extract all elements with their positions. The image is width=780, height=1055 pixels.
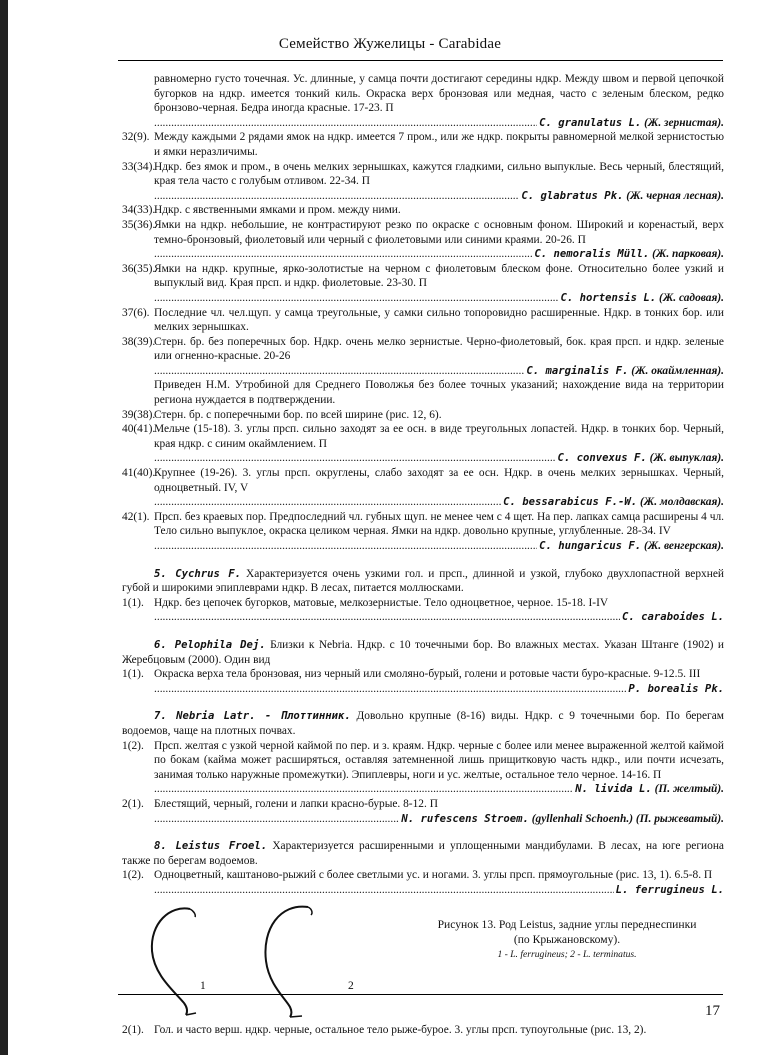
species-line <box>154 495 724 510</box>
figure-label-1: 1 <box>200 980 206 993</box>
entry-text: Ямки на ндкр. крупные, ярко-золотистые на черном с фиолетовым блеском фоне. Относительно более узкий и выпуклый вид. Края прсп. и ндкр. фиолетовые. 23-30. П <box>154 262 724 290</box>
leader-dots <box>154 610 620 625</box>
leader-dots <box>154 116 537 131</box>
key-entry <box>122 262 724 306</box>
genus-cychrus-heading <box>122 567 724 596</box>
entry-text: Ямки на ндкр. небольшие, не контрастируют резко по окраске с основным фоном. Широкий и коренастый, верх темно-бронзовый, фиолетовый или черный с фиолетовыми или синими краями. 20-26. П <box>154 218 724 246</box>
common-name: (Ж. окаймленная). <box>631 364 724 377</box>
entry-text: Ндкр. без цепочек бугорков, матовые, мелкозернистые. Тело одноцветное, черное. 15-18. I-IV <box>154 596 609 609</box>
species-name: C. hortensis L. <box>560 291 657 304</box>
couplet-number: 34(33). <box>122 204 156 217</box>
species-line <box>154 247 724 262</box>
pronotum-angle-drawing-2 <box>265 907 308 1017</box>
species-name: N. rufescens Stroem. <box>401 812 529 825</box>
pronotum-angle-drawing-1 <box>152 909 190 1016</box>
species-name: C. glabratus Pk. <box>521 189 624 202</box>
key-entry <box>122 667 724 696</box>
figure-label-2: 2 <box>348 980 354 993</box>
species-line <box>154 610 724 625</box>
header-rule <box>118 60 723 61</box>
key-entries-carabus <box>122 130 724 553</box>
entry-text: Одноцветный, каштаново-рыжий с более светлыми ус. и ногами. 3. углы прсп. прямоугольные (рис. 13, 1). 6.5-8. П <box>154 869 713 882</box>
key-entry <box>122 408 724 423</box>
entry-text: Ндкр. без ямок и пром., в очень мелких зернышках, кажутся гладкими, сильно выпуклые. Весь черный, блестящий, края тела часто с голубым отливом. 22-34. П <box>154 160 724 188</box>
species-name: C. marginalis F. <box>526 364 629 377</box>
species-name: N. livida L. <box>575 783 652 796</box>
species-line <box>154 682 724 697</box>
key-entry <box>122 306 724 335</box>
species-line <box>154 116 724 131</box>
couplet-number: 2(1). <box>122 797 144 810</box>
caption-legend: 1 - L. ferrugineus; 2 - L. terminatus. <box>497 949 637 961</box>
key-entry <box>122 797 724 826</box>
species-line <box>154 782 724 797</box>
species-line <box>154 291 724 306</box>
species-name: P. borealis Pk. <box>628 682 724 695</box>
figure-caption <box>412 917 722 962</box>
entry-text: Прсп. без краевых пор. Предпоследний чл. губных щуп. не менее чем с 4 щет. На пер. лапках самца расширены 4 чл. Тело сильно выпуклое, окраска целиком черная. Ямки на ндкр. довольно крупные, углубленные. 28-34. IV <box>154 510 724 538</box>
key-entry <box>122 203 724 218</box>
couplet-number: 38(39). <box>122 335 156 348</box>
caption-source: (по Крыжановскому). <box>513 933 621 947</box>
genus-nebria-heading <box>122 709 724 738</box>
genus-description: Близки к Nebria. Ндкр. с 10 точечными бор. Во влажных местах. Указан Штанге (1902) и Жеребцовым (2000). Один вид <box>122 638 724 666</box>
species-name: C. caraboides L. <box>621 611 724 624</box>
leader-dots <box>154 189 519 204</box>
genus-leistus-heading <box>122 839 724 868</box>
couplet-number: 1(1). <box>122 668 144 681</box>
running-header: Семейство Жужелицы - Carabidae <box>278 36 502 52</box>
genus-name: 6. Pelophila Dej. <box>154 638 266 651</box>
leader-dots <box>154 539 537 554</box>
entry-text: Прсп. желтая с узкой черной каймой по пер. и з. краям. Ндкр. черные с более или менее выраженной желтой каймой по бокам (кайма может расширяться, оставляя затемненной лишь прищитковую часть ндкр., или почти исчезать, занимая только наружные промежутки). Эпиплевры, ноги и ус. желтые, остальное тело черное. 14-16. П <box>154 739 724 781</box>
page-number: 17 <box>705 1003 720 1019</box>
species-name: C. convexus F. <box>557 452 647 465</box>
species-line <box>154 812 724 827</box>
species-name: C. bessarabicus F.-W. <box>503 496 638 509</box>
entry-text: Ндкр. с явственными ямками и пром. между ними. <box>154 204 401 217</box>
species-line <box>154 883 724 898</box>
genus-description: Довольно крупные (8-16) виды. Ндкр. с 9 точечными бор. По берегам водоемов, чаще на плотных почвах. <box>122 710 724 737</box>
leader-dots <box>154 364 524 379</box>
key-entry <box>122 596 724 625</box>
genus-description: Характеризуется расширенными и уплощенными мандибулами. В лесах, на юге региона также по берегам водоемов. <box>122 840 724 867</box>
key-entry <box>122 868 724 897</box>
leader-dots <box>154 812 399 827</box>
leader-dots <box>154 495 501 510</box>
entry-text: Между каждыми 2 рядами ямок на ндкр. имеется 7 пром., или же ндкр. покрыты равномерной мелкой зернистостью и ямки неразличимы. <box>154 131 724 158</box>
entry-text: Стерн. бр. с поперечными бор. по всей ширине (рис. 12, 6). <box>154 408 442 421</box>
entry-text: равномерно густо точечная. Ус. длинные, у самца почти достигают середины ндкр. Между швом и первой цепочкой бугорков на ндкр. имеется тонкий киль. Окраска верх бронзовая или медная, часто с зеленым блеском, редко бронзово-черная. Бедра иногда красные. 17-23. П <box>154 73 724 115</box>
key-entry <box>122 466 724 510</box>
key-entry <box>122 218 724 262</box>
genus-name: 7. Nebria Latr. - Плоттинник. <box>154 710 351 723</box>
leader-dots <box>154 247 532 262</box>
footer-rule <box>118 994 723 995</box>
species-line <box>154 189 724 204</box>
entry-text: Последние чл. чел.щуп. у самца треугольные, у самки сильно топоровидно расширенные. Ндкр. в тонких бор. или мелких зернышках. <box>154 306 724 334</box>
species-name: C. granulatus L. <box>539 116 642 129</box>
leader-dots <box>154 291 559 306</box>
key-entry <box>122 1023 724 1038</box>
genus-description: Характеризуется очень узкими гол. и прсп., длинной и узкой, глубоко двухлопастной верхней губой и широкими эпиплеврами ндкр. В лесах, питается моллюсками. <box>122 567 724 595</box>
couplet-number: 1(1). <box>122 596 144 609</box>
leader-dots <box>154 883 614 898</box>
pronotum-angle-drawings <box>140 903 400 1023</box>
key-entry <box>122 510 724 554</box>
common-name: (Ж. выпуклая). <box>649 452 724 465</box>
common-name: (Ж. садовая). <box>659 291 724 304</box>
species-line <box>154 364 724 379</box>
couplet-number: 37(6). <box>122 306 150 319</box>
entry-text: Блестящий, черный, голени и лапки красно-бурые. 8-12. П <box>154 797 438 810</box>
genus-pelophila-heading <box>122 638 724 667</box>
page-body <box>122 72 724 1038</box>
key-entry <box>122 160 724 204</box>
species-name: C. nemoralis Müll. <box>534 248 650 261</box>
entry-text: Гол. и часто верш. ндкр. черные, остальное тело рыже-бурое. 3. углы прсп. тупоугольные (рис. 13, 2). <box>154 1024 647 1037</box>
common-name: (Ж. венгерская). <box>644 540 724 552</box>
leader-dots <box>154 682 626 697</box>
species-name: L. ferrugineus L. <box>615 883 724 896</box>
figure-13 <box>122 903 724 1023</box>
common-name: (Ж. парковая). <box>652 248 724 261</box>
key-entry <box>122 739 724 797</box>
common-name: (П. желтый). <box>654 783 724 796</box>
common-name: (gyllenhali Schoenh.) (П. рыжеватый). <box>531 812 724 825</box>
leader-dots <box>154 451 555 466</box>
couplet-number: 35(36). <box>122 218 156 231</box>
couplet-number: 36(35). <box>122 262 156 275</box>
caption-title: Рисунок 13. Род Leistus, задние углы переднеспинки <box>437 918 697 932</box>
couplet-number: 39(38). <box>122 408 156 421</box>
couplet-number: 42(1). <box>122 510 150 523</box>
entry-note: Приведен Н.М. Утробиной для Среднего Поволжья без более точных указаний; нахождение вида на территории региона нуждается в подтверждении. <box>154 379 724 407</box>
couplet-number: 41(40). <box>122 467 156 480</box>
continued-entry <box>122 72 724 130</box>
genus-name: 5. Cychrus F. <box>154 567 242 580</box>
genus-name: 8. Leistus Froel. <box>154 840 268 853</box>
couplet-number: 1(2). <box>122 869 144 882</box>
couplet-number: 33(34). <box>122 160 156 173</box>
entry-text: Окраска верха тела бронзовая, низ черный или смоляно-бурый, голени и ротовые части буро-красные. 9-12.5. III <box>154 668 701 681</box>
common-name: (Ж. молдавская). <box>639 496 724 509</box>
key-entry <box>122 335 724 408</box>
species-line <box>154 451 724 466</box>
couplet-number: 2(1). <box>122 1024 144 1037</box>
species-name: C. hungaricus F. <box>539 540 642 552</box>
leader-dots <box>154 782 573 797</box>
couplet-number: 1(2). <box>122 739 144 752</box>
couplet-number: 40(41). <box>122 423 156 436</box>
scan-edge <box>0 0 8 1055</box>
entry-text: Мельче (15-18). 3. углы прсп. сильно заходят за ее осн. в виде треугольных лопастей. Ндкр. в тонких бор. Черный, края ндкр. с синим окаймлением. П <box>154 423 724 450</box>
key-entry <box>122 422 724 466</box>
key-entry <box>122 130 724 159</box>
couplet-number: 32(9). <box>122 131 150 144</box>
entry-text: Крупнее (19-26). 3. углы прсп. округлены, слабо заходят за ее осн. Ндкр. в очень мелких зернышках. Черный, одноцветный. IV, V <box>154 467 724 494</box>
entry-text: Стерн. бр. без поперечных бор. Ндкр. очень мелко зернистые. Черно-фиолетовый, бок. края прсп. и ндкр. зеленые или огненно-красные. 20-26 <box>154 335 724 363</box>
species-line <box>154 539 724 554</box>
common-name: (Ж. черная лесная). <box>626 189 724 202</box>
common-name: (Ж. зернистая). <box>644 116 724 129</box>
